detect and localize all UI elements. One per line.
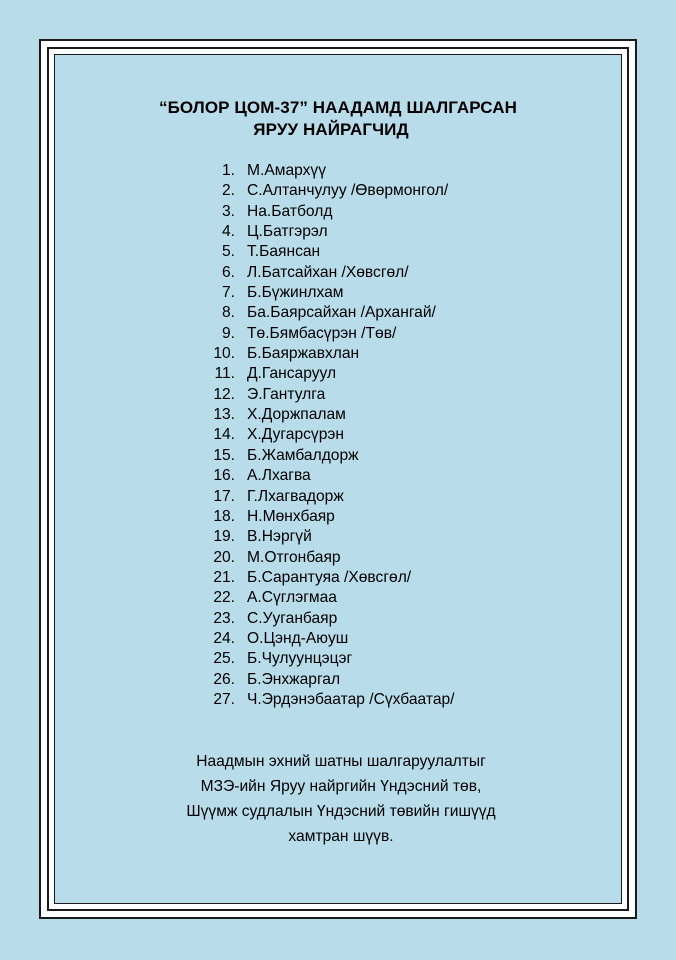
content-panel	[54, 54, 622, 904]
item-number: 10.	[213, 345, 235, 363]
poet-list	[205, 161, 455, 710]
list-item	[205, 649, 455, 669]
item-number: 3.	[221, 202, 235, 220]
item-number: 13.	[213, 406, 235, 424]
list-item	[205, 222, 455, 242]
item-number: 8.	[221, 304, 235, 322]
item-number: 12.	[213, 385, 235, 403]
poet-name: С.Ууганбаяр	[247, 609, 338, 627]
list-item	[205, 161, 455, 181]
item-number: 27.	[213, 690, 235, 708]
item-number: 1.	[221, 162, 235, 179]
poet-name: Г.Лхагвадорж	[247, 487, 344, 505]
list-item	[205, 670, 455, 690]
list-item	[205, 181, 455, 201]
closing-note	[61, 749, 621, 849]
item-number: 16.	[213, 467, 235, 485]
title-line-1: “БОЛОР ЦОМ-37” НААДАМД ШАЛГАРСАН	[158, 98, 518, 117]
list-item	[205, 466, 455, 486]
item-number: 15.	[213, 446, 235, 464]
poet-name: Б.Жамбалдорж	[247, 446, 359, 464]
list-item	[205, 588, 455, 608]
outer-frame	[39, 39, 637, 919]
list-item	[205, 344, 455, 364]
poet-name: Н.Мөнхбаяр	[247, 507, 335, 525]
item-number: 9.	[221, 324, 235, 342]
note-line-4: хамтран шүүв.	[288, 828, 394, 845]
list-item	[205, 609, 455, 629]
list-item	[205, 507, 455, 527]
item-number: 23.	[213, 609, 235, 627]
poet-name: В.Нэргүй	[247, 528, 312, 546]
item-number: 11.	[214, 365, 235, 383]
item-number: 2.	[221, 182, 235, 200]
item-number: 22.	[213, 589, 235, 607]
document-title	[55, 97, 621, 141]
poet-name: Б.Чулуунцэцэг	[247, 650, 353, 668]
poet-name: Х.Дугарсүрэн	[247, 426, 344, 444]
poet-name: Т.Баянсан	[247, 243, 321, 261]
poet-name: Ц.Батгэрэл	[247, 223, 328, 241]
list-item	[205, 283, 455, 303]
list-item	[205, 242, 455, 262]
item-number: 20.	[213, 548, 235, 566]
list-item	[205, 303, 455, 323]
item-number: 7.	[221, 284, 235, 302]
list-item	[205, 385, 455, 405]
poet-name: С.Алтанчулуу /Өвөрмонгол/	[247, 182, 449, 200]
note-line-3: Шүүмж судлалын Үндэсний төвийн гишүүд	[186, 803, 496, 820]
list-item	[205, 487, 455, 507]
note-line-1: Наадмын эхний шатны шалгаруулалтыг	[196, 753, 486, 770]
item-number: 4.	[221, 223, 235, 241]
item-number: 19.	[213, 528, 235, 546]
item-number: 17.	[213, 487, 235, 505]
title-line-2: ЯРУУ НАЙРАГЧИД	[253, 120, 409, 139]
list-item	[205, 364, 455, 384]
poet-name: Л.Батсайхан /Хөвсгөл/	[247, 263, 409, 281]
poet-name: А.Лхагва	[247, 467, 311, 485]
poet-name: Б.Энхжаргал	[247, 670, 341, 688]
list-item	[205, 629, 455, 649]
poet-name: Б.Баяржавхлан	[247, 345, 360, 363]
note-line-2: МЗЭ-ийн Яруу найргийн Үндэсний төв,	[200, 778, 482, 795]
list-item	[205, 690, 455, 710]
item-number: 6.	[221, 263, 235, 281]
item-number: 24.	[213, 629, 235, 647]
list-item	[205, 263, 455, 283]
item-number: 18.	[213, 507, 235, 525]
poet-name: О.Цэнд-Аюуш	[247, 629, 349, 647]
poet-name: Э.Гантулга	[247, 385, 326, 403]
item-number: 5.	[221, 243, 235, 261]
list-item	[205, 446, 455, 466]
poet-name: М.Отгонбаяр	[247, 548, 341, 566]
poet-name: М.Амархүү	[247, 162, 327, 179]
poet-name: Ба.Баярсайхан /Архангай/	[247, 304, 436, 322]
item-number: 26.	[213, 670, 235, 688]
item-number: 14.	[213, 426, 235, 444]
item-number: 25.	[213, 650, 235, 668]
list-item	[205, 548, 455, 568]
poet-name: На.Батболд	[247, 202, 333, 220]
poet-name: Б.Сарантуяа /Хөвсгөл/	[247, 568, 412, 586]
list-item	[205, 527, 455, 547]
list-item	[205, 405, 455, 425]
list-item	[205, 324, 455, 344]
poet-name: А.Сүглэгмаа	[247, 589, 337, 607]
poet-name: Тө.Бямбасүрэн /Төв/	[247, 324, 397, 342]
poet-name: Б.Бүжинлхам	[247, 284, 344, 302]
list-item	[205, 568, 455, 588]
inner-frame	[47, 47, 629, 911]
poet-name: Х.Доржпалам	[247, 406, 346, 424]
item-number: 21.	[213, 568, 235, 586]
list-item	[205, 202, 455, 222]
poet-name: Ч.Эрдэнэбаатар /Сүхбаатар/	[247, 690, 455, 708]
list-item	[205, 425, 455, 445]
poet-name: Д.Гансаруул	[247, 365, 337, 383]
